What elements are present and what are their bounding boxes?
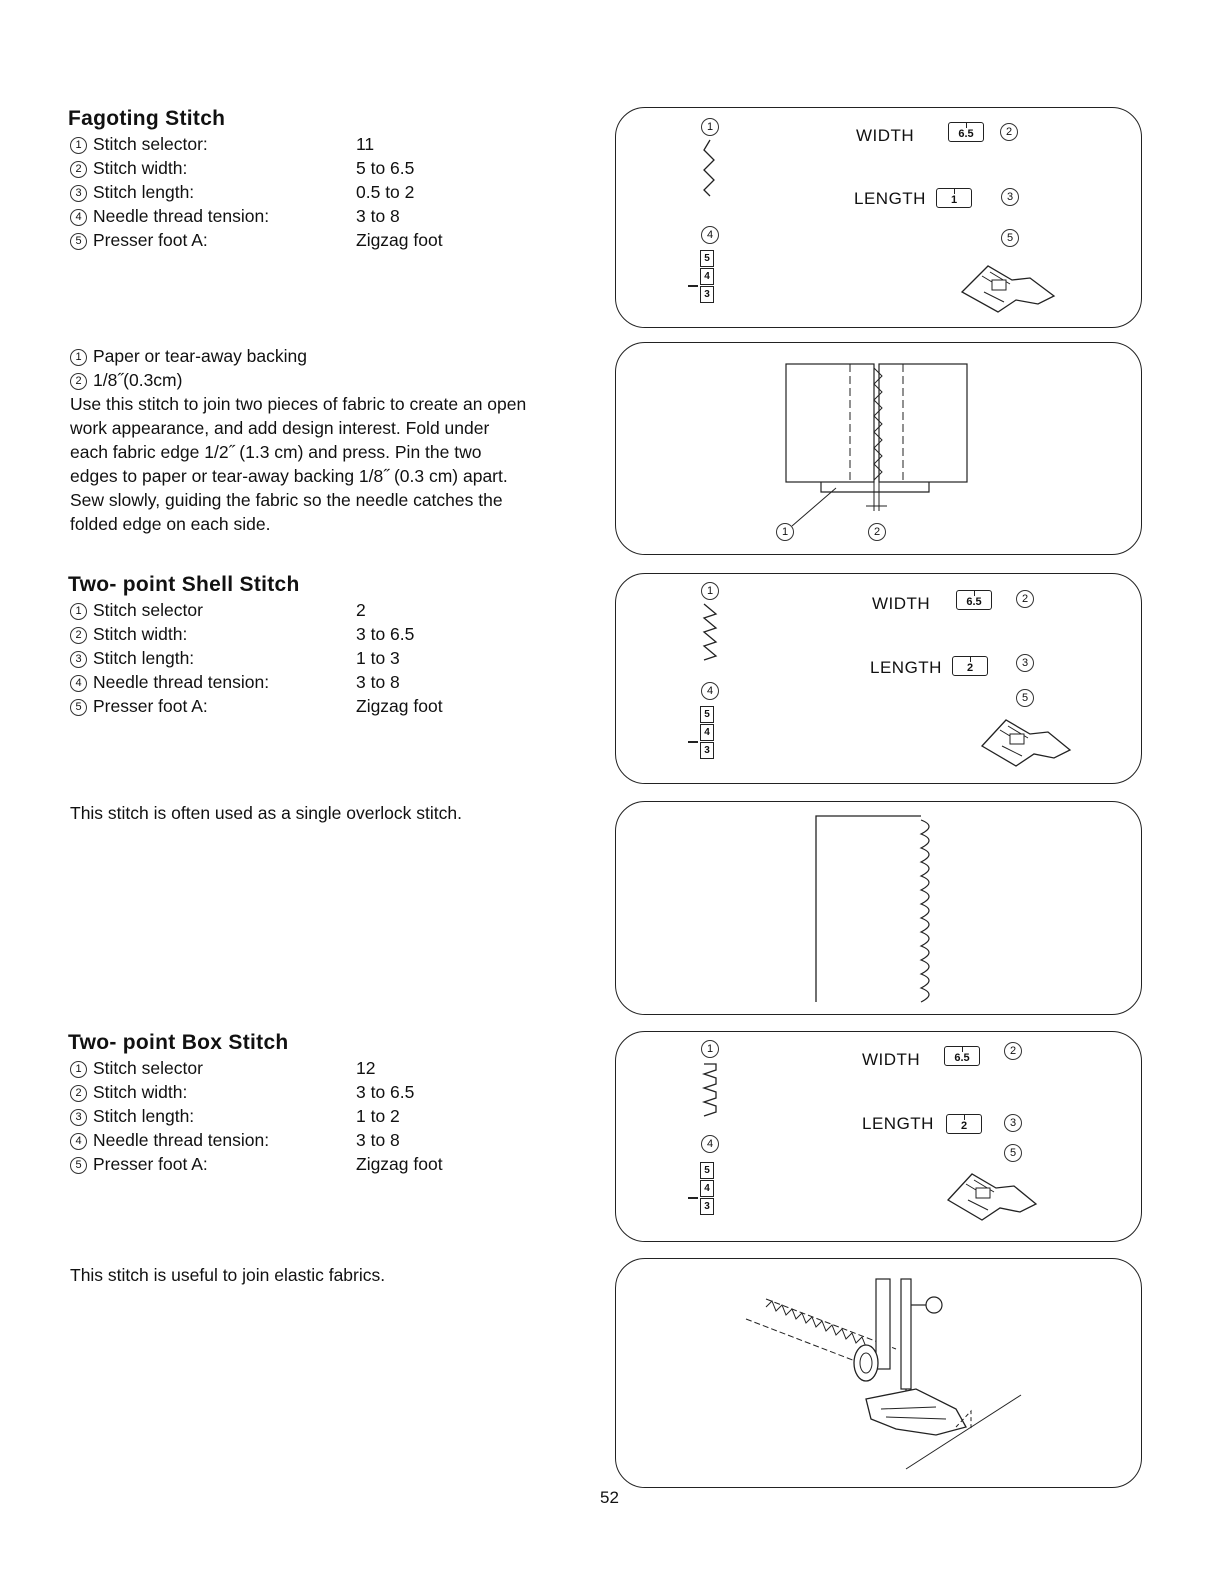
setting-value: 1 to 3 [356, 648, 400, 668]
gauge-mark: 5 [700, 250, 714, 267]
fagoting-diagram-panel [615, 342, 1142, 555]
circled-number: 2 [70, 1085, 87, 1102]
fagoting-setting-row [70, 134, 570, 158]
box-diagram-panel [615, 1258, 1142, 1488]
circled-number: 1 [70, 1061, 87, 1078]
length-dial: 2 [946, 1114, 982, 1134]
setting-value: Zigzag foot [356, 230, 443, 250]
circled-number: 2 [70, 373, 87, 390]
setting-value: 3 to 8 [356, 672, 400, 692]
tension-gauge-icon [700, 250, 714, 304]
callout-backing: 1 [776, 523, 794, 541]
setting-value: 1 to 2 [356, 1106, 400, 1126]
page-number: 52 [600, 1488, 619, 1507]
width-label: WIDTH [872, 594, 931, 613]
fagoting-note [70, 344, 307, 368]
note-text: 1/8˝(0.3cm) [93, 370, 183, 390]
shell-setting-row [70, 672, 570, 696]
description-line: folded edge on each side. [70, 514, 271, 534]
setting-label: Stitch width: [93, 1082, 188, 1102]
description-line: each fabric edge 1/2˝ (1.3 cm) and press. Pin the two [70, 442, 482, 462]
gauge-mark: 4 [700, 268, 714, 285]
circled-number: 5 [70, 1157, 87, 1174]
circled-number: 3 [70, 1109, 87, 1126]
setting-label: Needle thread tension: [93, 206, 270, 226]
setting-label: Presser foot A: [93, 1154, 208, 1174]
setting-label: Stitch width: [93, 158, 188, 178]
callout-gap: 2 [868, 523, 886, 541]
setting-label: Stitch length: [93, 648, 195, 668]
circled-number: 5 [70, 233, 87, 250]
callout-foot: 5 [1016, 689, 1034, 707]
box-title: Two- point Box Stitch [68, 1031, 289, 1054]
fagoting-setting-row [70, 182, 570, 206]
setting-label: Presser foot A: [93, 696, 208, 716]
description-line: Sew slowly, guiding the fabric so the needle catches the [70, 490, 503, 510]
setting-label: Stitch selector [93, 1058, 203, 1078]
callout-foot: 5 [1004, 1144, 1022, 1162]
shell-setting-row [70, 696, 570, 720]
circled-number: 4 [70, 209, 87, 226]
setting-label: Stitch selector: [93, 134, 208, 154]
circled-number: 4 [70, 675, 87, 692]
shell-diagram-panel [615, 801, 1142, 1015]
fagoting-note [70, 368, 182, 392]
setting-value: Zigzag foot [356, 1154, 443, 1174]
shell-stitch-diagram [616, 802, 1142, 1015]
box-description: This stitch is useful to join elastic fabrics. [70, 1265, 386, 1285]
callout-tension: 4 [701, 682, 719, 700]
circled-number: 3 [70, 651, 87, 668]
gauge-mark: 3 [700, 286, 714, 303]
setting-value: 2 [356, 600, 366, 620]
setting-value: Zigzag foot [356, 696, 443, 716]
tension-gauge-icon [700, 706, 714, 760]
box-setting-row [70, 1130, 570, 1154]
callout-tension: 4 [701, 226, 719, 244]
description-line: Use this stitch to join two pieces of fabric to create an open [70, 394, 527, 414]
setting-value: 3 to 6.5 [356, 1082, 415, 1102]
setting-value: 12 [356, 1058, 376, 1078]
box-stitch-icon [696, 1060, 726, 1124]
setting-label: Stitch width: [93, 624, 188, 644]
shell-setting-row [70, 624, 570, 648]
setting-value: 0.5 to 2 [356, 182, 415, 202]
setting-value: 5 to 6.5 [356, 158, 415, 178]
circled-number: 4 [70, 1133, 87, 1150]
presser-foot-icon [942, 1168, 1042, 1230]
callout-width: 2 [1004, 1042, 1022, 1060]
gauge-pointer [688, 1197, 698, 1199]
box-setting-row [70, 1058, 570, 1082]
callout-selector: 1 [701, 118, 719, 136]
callout-foot: 5 [1001, 229, 1019, 247]
callout-selector: 1 [701, 582, 719, 600]
presser-foot-icon [954, 258, 1064, 320]
sewing-machine-foot-illustration [616, 1259, 1142, 1488]
gauge-mark: 3 [700, 1198, 714, 1215]
shell-setting-row [70, 648, 570, 672]
fagoting-description [70, 392, 526, 536]
callout-length: 3 [1001, 188, 1019, 206]
setting-label: Stitch selector [93, 600, 203, 620]
width-label: WIDTH [856, 126, 915, 145]
setting-value: 11 [356, 134, 375, 154]
tension-gauge-icon [700, 1162, 714, 1216]
circled-number: 1 [70, 137, 87, 154]
length-label: LENGTH [854, 189, 926, 208]
callout-width: 2 [1016, 590, 1034, 608]
description-line: work appearance, and add design interest. Fold under [70, 418, 490, 438]
setting-label: Needle thread tension: [93, 1130, 270, 1150]
callout-width: 2 [1000, 123, 1018, 141]
setting-value: 3 to 8 [356, 206, 400, 226]
box-setting-row [70, 1082, 570, 1106]
fagoting-title: Fagoting Stitch [68, 107, 226, 130]
callout-tension: 4 [701, 1135, 719, 1153]
width-dial: 6.5 [948, 122, 984, 142]
gauge-mark: 3 [700, 742, 714, 759]
gauge-mark: 4 [700, 724, 714, 741]
gauge-pointer [688, 741, 698, 743]
callout-length: 3 [1016, 654, 1034, 672]
shell-setting-row [70, 600, 570, 624]
circled-number: 1 [70, 349, 87, 366]
gauge-mark: 5 [700, 706, 714, 723]
fagoting-settings-panel [615, 107, 1142, 328]
shell-description: This stitch is often used as a single overlock stitch. [70, 803, 462, 823]
setting-label: Presser foot A: [93, 230, 208, 250]
length-dial: 2 [952, 656, 988, 676]
setting-label: Needle thread tension: [93, 672, 270, 692]
circled-number: 3 [70, 185, 87, 202]
presser-foot-icon [976, 714, 1076, 776]
fagoting-setting-row [70, 158, 570, 182]
note-text: Paper or tear-away backing [93, 346, 307, 366]
zigzag-stitch-icon [696, 138, 726, 198]
circled-number: 2 [70, 627, 87, 644]
width-dial: 6.5 [944, 1046, 980, 1066]
length-label: LENGTH [862, 1114, 934, 1133]
box-setting-row [70, 1106, 570, 1130]
circled-number: 5 [70, 699, 87, 716]
width-dial: 6.5 [956, 590, 992, 610]
shell-title: Two- point Shell Stitch [68, 573, 300, 596]
callout-length: 3 [1004, 1114, 1022, 1132]
setting-label: Stitch length: [93, 182, 195, 202]
circled-number: 2 [70, 161, 87, 178]
setting-label: Stitch length: [93, 1106, 195, 1126]
callout-selector: 1 [701, 1040, 719, 1058]
length-dial: 1 [936, 188, 972, 208]
box-setting-row [70, 1154, 570, 1178]
shell-stitch-icon [696, 602, 726, 666]
circled-number: 1 [70, 603, 87, 620]
fagoting-setting-row [70, 230, 570, 254]
fagoting-setting-row [70, 206, 570, 230]
gauge-mark: 4 [700, 1180, 714, 1197]
box-settings-panel [615, 1031, 1142, 1242]
setting-value: 3 to 8 [356, 1130, 400, 1150]
gauge-pointer [688, 285, 698, 287]
shell-settings-panel [615, 573, 1142, 784]
gauge-mark: 5 [700, 1162, 714, 1179]
length-label: LENGTH [870, 658, 942, 677]
width-label: WIDTH [862, 1050, 921, 1069]
setting-value: 3 to 6.5 [356, 624, 415, 644]
description-line: edges to paper or tear-away backing 1/8˝ (0.3 cm) apart. [70, 466, 508, 486]
